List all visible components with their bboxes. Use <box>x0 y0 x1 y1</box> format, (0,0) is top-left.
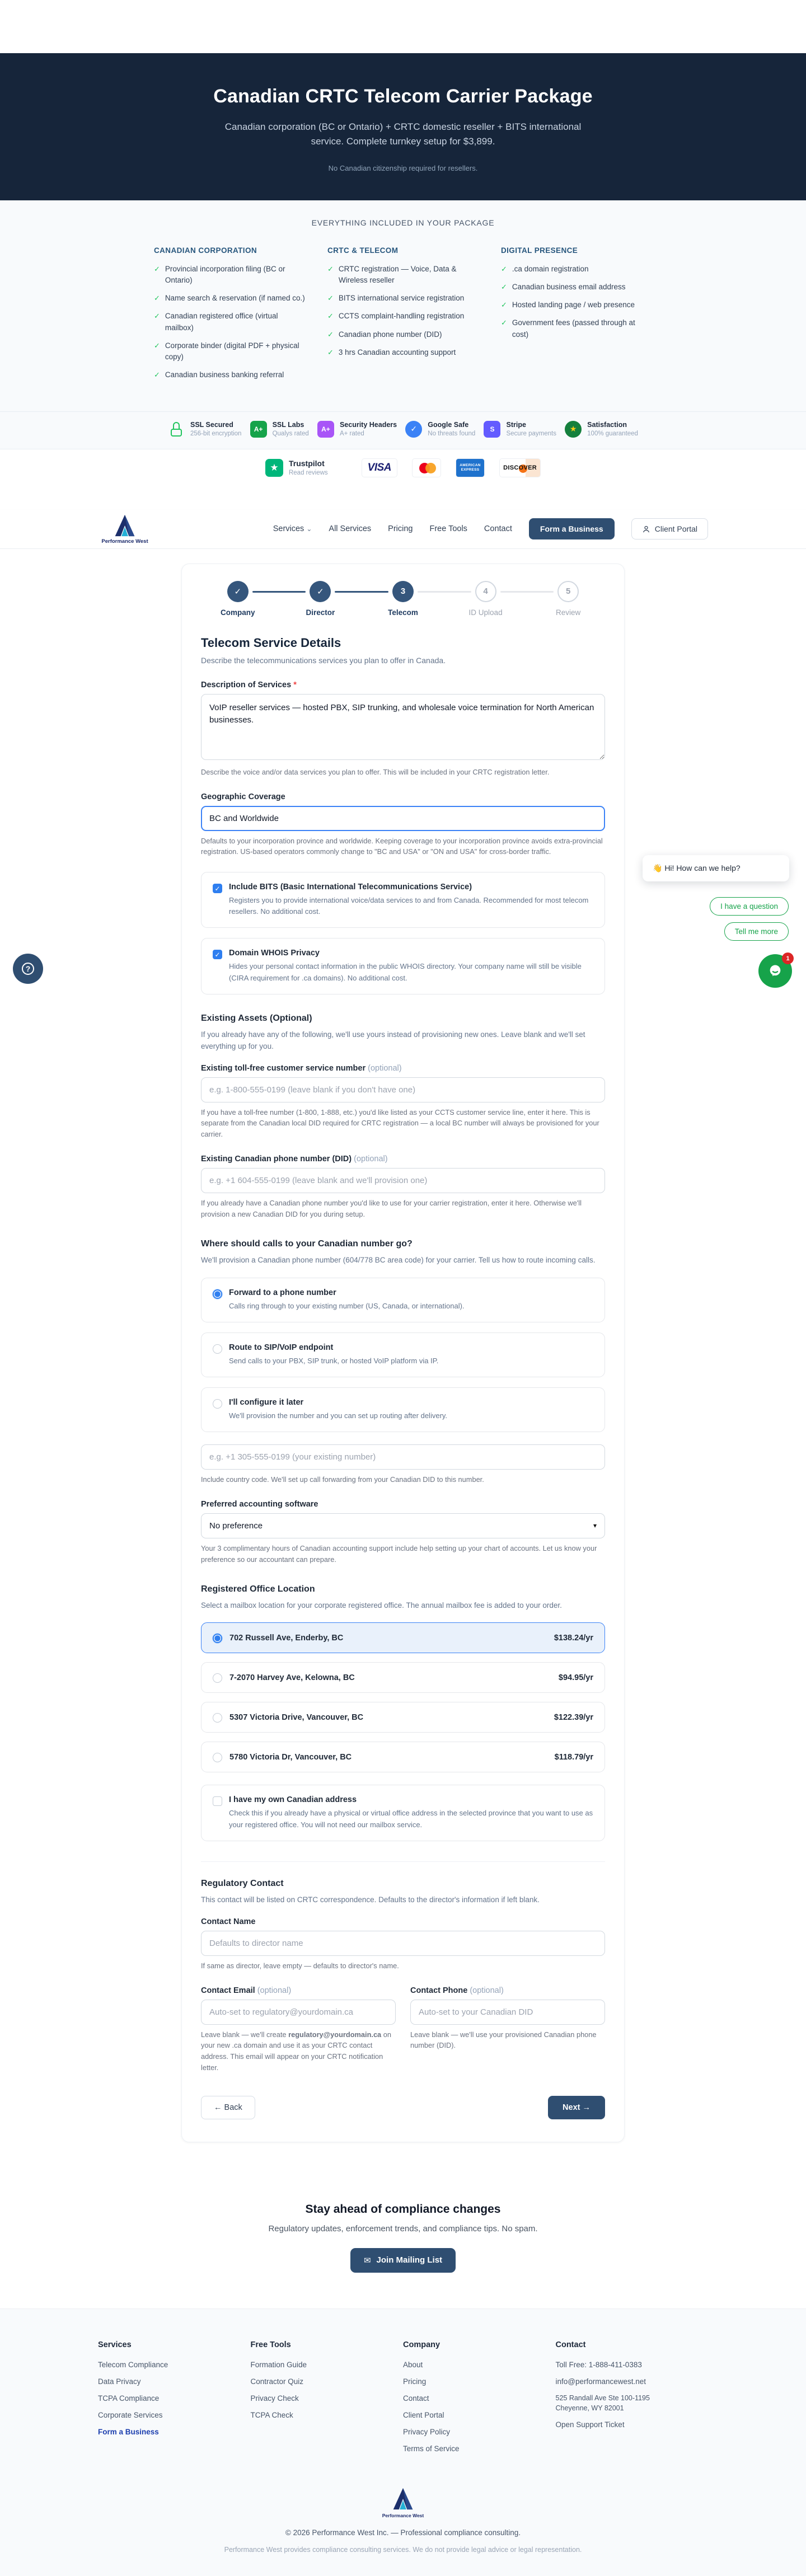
bits-checkbox[interactable]: ✓ <box>213 884 222 893</box>
badge-stripe: S Stripe Secure payments <box>484 421 556 438</box>
package-item: ✓ Corporate binder (digital PDF + physical copy) <box>154 340 305 363</box>
forward-number-input[interactable] <box>201 1444 605 1470</box>
field-helper: Your 3 complimentary hours of Canadian accounting support include help setting up your chart of accounts. Let us know your preference so our accountant can prepare. <box>201 1543 597 1564</box>
footer-link-contact[interactable]: Contact <box>403 2394 429 2403</box>
footer-services-column: Services Telecom Compliance Data Privacy TCPA Compliance Corporate Services Form a Business <box>98 2340 251 2461</box>
back-button[interactable]: ← Back <box>201 2096 255 2119</box>
field-helper: Leave blank — we'll use your provisioned Canadian phone number (DID). <box>410 2030 597 2050</box>
check-icon: ✓ <box>154 264 160 273</box>
column-title: DIGITAL PRESENCE <box>501 246 578 255</box>
office-option-kelowna[interactable]: 7-2070 Harvey Ave, Kelowna, BC $94.95/yr <box>201 1662 605 1693</box>
footer-brand-name: Performance West <box>382 2512 424 2518</box>
footer-link-telecom-compliance[interactable]: Telecom Compliance <box>98 2360 168 2369</box>
column-title: CRTC & TELECOM <box>327 246 399 255</box>
payments-row <box>0 449 806 487</box>
step-number: 3 <box>392 581 414 602</box>
hero-note: No Canadian citizenship required for resellers. <box>328 163 478 172</box>
trustpilot-star-icon: ★ <box>265 459 283 477</box>
footer-link-form-a-business[interactable]: Form a Business <box>98 2427 159 2436</box>
check-icon: ✓ <box>154 341 160 350</box>
footer-free-tools-column: Free Tools Formation Guide Contractor Quiz Privacy Check TCPA Check <box>251 2340 404 2461</box>
form-card: ✓ Company ✓ Director 3 Telecom 4 ID Upload 5 Review Telecom Service Details Describe the telecommunications services you plan to offer in Canada. Description of Services * VoIP reseller services — hosted PBX, SIP trunking, and wholesale voice termination for North American businesses. Describe the voice and/or data services you plan to offer. This will be included in your CRTC registration letter. Geographic Coverage BC and Worldwide Defaults to your incorporation province and worldwide. Keeping coverage to your incorporation province avoids extra-provincial registration. US-based operators commonly change to "BC and USA" or "ON and USA" for cross-border traffic. ✓ Include BITS (Basic International Telecommunications Service) Registers you to provide international voice/data services to and from Canada. Recommended for most telecom resellers. No additional cost. ✓ Domain WHOIS Privacy Hides your personal contact information in the public WHOIS directory. Your company name will still be visible (CIRA requirement for .ca domains). No additional cost. Existing Assets (Optional) If you already have any of the following, we'll use yours instead of provisioning new ones. Leave blank and we'll set everything up for you. Existing toll-free customer service number (optional) e.g. 1-800-555-0199 (leave blank if you don't have one) If you have a toll-free number (1-800, 1-888, etc.) you'd like listed as your CCTS customer service line, enter it here. This is separate from the Canadian local DID required for CRTC registration — a local BC number will always be provisioned for your carrier. Existing Canadian phone number (DID) (optional) e.g. +1 604-555-0199 (leave blank and we'll provision one) If you already have a Canadian phone number you'd like to use for your carrier registration, enter it here. Otherwise we'll provision a new Canadian DID for you during setup. Where should calls to your Canadian number go? We'll provision a Canadian phone number (604/778 BC area code) for your carrier. Tell us how to route incoming calls. Forward to a phone number Calls ring through to your existing number (US, Canada, or international). Route to SIP/VoIP endpoint Send calls to your PBX, SIP trunk, or hosted VoIP platform via IP. I'll configure it later We'll provision the number and you can set up routing after delivery. e.g. +1 305-555-0199 (your existing number) Include country code. We'll set up call forwarding from your Canadian DID to this number. Preferred accounting software No preference ▾ Your 3 complimentary hours of Canadian accounting support include help setting up your chart of accounts. Let us know your preference so our accountant can prepare. Registered Office Location Select a mailbox location for your corporate registered office. The annual mailbox fee is added to your order. 702 Russell Ave, Enderby, BC $138.24/yr 7-2070 Harvey Ave, Kelowna, BC $94.95/yr 5307 Victoria Drive, Vancouver, BC $122.39/yr 5780 Victoria Dr, Vancouver, BC $118.79/yr I have my own Canadian address Check this if you already have a physical or virtual office address in the selected province that you want to use as your registered office. You will not need our mailbox service. Regulatory Contact This contact will be listed on CRTC correspondence. Defaults to the director's information if left blank. Contact Name Defaults to director name If same as director, leave empty — defaults to director's name. Contact Email (optional) Auto-set to regulatory@yourdomain.ca Leave blank — we'll create regulatory@yourdomain.ca on your new .ca domain and use it as your CRTC contact address. This email will appear on your CRTC notification letter. Contact Phone (optional) Auto-set to your Canadian DID Leave blank — we'll use your provisioned Canadian phone number (DID). ← Back Next → <box>181 564 625 2142</box>
check-icon: ✓ <box>501 301 507 309</box>
radio-unselected[interactable] <box>213 1399 222 1409</box>
satisfaction-star-icon: ★ <box>565 421 582 438</box>
accounting-software-select[interactable]: No preference ▾ <box>201 1513 605 1538</box>
package-item: ✓ Government fees (passed through at cost) <box>501 317 652 340</box>
office-location-heading: Registered Office Location <box>201 1584 315 1594</box>
badge-satisfaction: ★ Satisfaction 100% guaranteed <box>565 421 638 438</box>
step-director[interactable]: ✓ Director <box>279 581 362 617</box>
whois-checkbox[interactable]: ✓ <box>213 950 222 959</box>
chat-greeting-bubble[interactable]: 👋 Hi! How can we help? <box>643 855 789 881</box>
field-helper: Describe the voice and/or data services you plan to offer. This will be included in your CRTC registration letter. <box>201 767 550 776</box>
stripe-icon: S <box>484 421 500 438</box>
badge-ssl-labs: A+ SSL Labs Qualys rated <box>250 421 309 438</box>
check-icon: ✓ <box>154 312 160 321</box>
footer-company-column: Company About Pricing Contact Client Portal Privacy Policy Terms of Service <box>403 2340 556 2461</box>
footer-support-ticket[interactable]: Open Support Ticket <box>555 2420 625 2429</box>
package-item: ✓ Canadian registered office (virtual mailbox) <box>154 311 305 334</box>
existing-did-input[interactable] <box>201 1168 605 1193</box>
top-whitespace <box>0 0 806 53</box>
mail-icon: ✉ <box>363 2255 371 2265</box>
required-mark: * <box>293 680 297 689</box>
package-column-digital <box>501 246 652 388</box>
next-button[interactable]: Next → <box>548 2096 605 2119</box>
footer-link-about[interactable]: About <box>403 2360 423 2369</box>
join-mailing-list-button[interactable]: ✉ Join Mailing List <box>350 2248 456 2273</box>
check-icon: ✓ <box>327 264 334 273</box>
package-column-corporation <box>154 246 305 388</box>
field-helper: If you already have a Canadian phone number you'd like to use for your carrier registration, enter it here. Otherwise we'll provision a new Canadian DID for you during setup. <box>201 1199 582 1218</box>
footer-disclaimer: Performance West provides compliance consulting services. We do not provide legal advice or legal representation. <box>224 2545 582 2554</box>
regulatory-contact-heading: Regulatory Contact <box>201 1878 284 1888</box>
own-address-card[interactable]: I have my own Canadian address Check this if you already have a physical or virtual office address in the selected province that you want to use as your registered office. You will not need our mailbox service. <box>201 1785 605 1841</box>
office-option-victoria-drive[interactable]: 5307 Victoria Drive, Vancouver, BC $122.39/yr <box>201 1702 605 1733</box>
badge-security-headers: A+ Security Headers A+ rated <box>317 421 397 438</box>
brand-name: Performance West <box>101 538 148 545</box>
package-item: ✓ Hosted landing page / web presence <box>501 299 652 311</box>
description-of-services-input[interactable] <box>201 694 605 760</box>
form-subtitle: Describe the telecommunications services you plan to offer in Canada. <box>201 655 446 665</box>
nav-pricing[interactable]: Pricing <box>388 524 413 534</box>
form-a-business-button[interactable]: Form a Business <box>529 518 615 539</box>
check-icon: ✓ <box>327 348 334 356</box>
radio-unselected[interactable] <box>213 1344 222 1354</box>
package-item: ✓ Provincial incorporation filing (BC or Ontario) <box>154 264 305 287</box>
bits-option-card[interactable]: ✓ Include BITS (Basic International Telecommunications Service) Registers you to provide international voice/data services to and from Canada. Recommended for most telecom resellers. No additional cost. <box>201 872 605 928</box>
footer-copyright: © 2026 Performance West Inc. — Professional compliance consulting. <box>285 2528 521 2537</box>
page-title: Canadian CRTC Telecom Carrier Package <box>213 86 593 107</box>
nav-all-services[interactable]: All Services <box>329 524 372 534</box>
radio-unselected[interactable] <box>213 1673 222 1683</box>
package-item: ✓ BITS international service registration <box>327 293 479 304</box>
package-item: ✓ .ca domain registration <box>501 264 652 275</box>
amex-icon: AMERICAN EXPRESS <box>456 458 485 477</box>
footer-link-tcpa-check[interactable]: TCPA Check <box>250 2410 293 2419</box>
check-icon: ✓ <box>501 318 507 327</box>
routing-option-sip[interactable]: Route to SIP/VoIP endpoint Send calls to your PBX, SIP trunk, or hosted VoIP platform via IP. <box>201 1332 605 1377</box>
mailing-list-section <box>0 2176 806 2308</box>
security-headers-icon: A+ <box>317 421 334 438</box>
main-content <box>0 549 806 2176</box>
package-item: ✓ 3 hrs Canadian accounting support <box>327 347 479 358</box>
check-icon: ✓ <box>501 264 507 273</box>
chat-quick-reply-question[interactable]: I have a question <box>710 897 789 916</box>
radio-unselected[interactable] <box>213 1713 222 1723</box>
main-navbar <box>0 510 806 549</box>
nav-services-menu[interactable]: Services ⌄ <box>273 524 312 534</box>
step-company[interactable]: ✓ Company <box>196 581 279 617</box>
contact-email-input[interactable] <box>201 2000 396 2025</box>
geographic-coverage-field: Geographic Coverage BC and Worldwide Defaults to your incorporation province and worldwide. Keeping coverage to your incorporation province avoids extra-provincial registration. US-based operators commonly change to "BC and USA" or "ON and USA" for cross-border traffic. <box>201 792 605 858</box>
hero-subtitle: Canadian corporation (BC or Ontario) + CRTC domestic reseller + BITS international service. Complete turnkey setup for $3,899. <box>224 121 582 147</box>
footer-email[interactable]: info@performancewest.net <box>555 2377 646 2386</box>
footer-link-contractor-quiz[interactable]: Contractor Quiz <box>250 2377 304 2386</box>
forward-number-field <box>201 1444 605 1485</box>
section-divider <box>201 1861 605 1862</box>
step-telecom[interactable]: 3 Telecom <box>362 581 444 617</box>
office-option-enderby[interactable]: 702 Russell Ave, Enderby, BC $138.24/yr <box>201 1622 605 1653</box>
footer-link-data-privacy[interactable]: Data Privacy <box>98 2377 141 2386</box>
whois-privacy-card[interactable]: ✓ Domain WHOIS Privacy Hides your personal contact information in the public WHOIS directory. Your company name will still be visible (CIRA requirement for .ca domains). No additional cost. <box>201 938 605 994</box>
question-mark-icon: ? <box>22 963 34 975</box>
nav-contact[interactable]: Contact <box>484 524 512 534</box>
check-icon: ✓ <box>154 294 160 303</box>
visa-icon: VISA <box>362 458 397 477</box>
brand-logo[interactable] <box>98 514 152 545</box>
footer-link-formation-guide[interactable]: Formation Guide <box>250 2360 307 2369</box>
lock-icon <box>171 422 182 437</box>
footer-logo-icon <box>390 2487 416 2511</box>
mailing-subtitle: Regulatory updates, enforcement trends, and compliance tips. No spam. <box>268 2223 538 2234</box>
package-section <box>0 200 806 412</box>
tollfree-input[interactable] <box>201 1077 605 1102</box>
description-of-services-field: Description of Services * VoIP reseller services — hosted PBX, SIP trunking, and wholesale voice termination for North American businesses. Describe the voice and/or data services you plan to offer. This will be included in your CRTC registration letter. <box>201 681 605 778</box>
existing-assets-heading: Existing Assets (Optional) <box>201 1013 312 1023</box>
check-icon: ✓ <box>327 330 334 339</box>
accounting-software-field: Preferred accounting software No preference ▾ Your 3 complimentary hours of Canadian accounting support include help setting up your chart of accounts. Let us know your preference so our accountant can prepare. <box>201 1500 605 1565</box>
check-icon: ✓ <box>327 294 334 303</box>
contact-phone-field: Contact Phone (optional) Auto-set to your Canadian DID Leave blank — we'll use your provisioned Canadian phone number (DID). <box>410 1986 605 2073</box>
footer-link-corporate-services[interactable]: Corporate Services <box>98 2410 163 2419</box>
field-helper: Defaults to your incorporation province and worldwide. Keeping coverage to your incorporation province avoids extra-provincial registration. US-based operators commonly change to "BC and USA" or "ON and USA" for cross-border traffic. <box>201 836 603 856</box>
step-check-icon: ✓ <box>227 581 249 602</box>
field-helper: If same as director, leave empty — defaults to director's name. <box>201 1961 399 1970</box>
ssl-labs-icon: A+ <box>250 421 267 438</box>
package-column-crtc <box>327 246 479 388</box>
tollfree-field: Existing toll-free customer service number (optional) e.g. 1-800-555-0199 (leave blank if you don't have one) If you have a toll-free number (1-800, 1-888, etc.) you'd like listed as your CCTS customer service line, enter it here. This is separate from the Canadian local DID required for CRTC registration — a local BC number will always be provisioned for your carrier. <box>201 1064 605 1140</box>
chat-quick-reply-tell-me-more[interactable]: Tell me more <box>724 922 789 941</box>
mastercard-icon <box>412 458 441 477</box>
routing-option-later[interactable]: I'll configure it later We'll provision the number and you can set up routing after delivery. <box>201 1387 605 1432</box>
form-title: Telecom Service Details <box>201 635 341 650</box>
page-footer <box>0 2308 806 2576</box>
geographic-coverage-input[interactable] <box>201 806 605 831</box>
footer-address-line1: 525 Randall Ave Ste 100-1195 <box>555 2394 650 2402</box>
client-portal-button[interactable]: Client Portal <box>631 518 708 539</box>
package-item: ✓ Canadian business email address <box>501 281 652 293</box>
footer-link-privacy-check[interactable]: Privacy Check <box>250 2394 299 2403</box>
footer-link-terms[interactable]: Terms of Service <box>403 2444 460 2453</box>
person-icon <box>642 525 650 533</box>
contact-phone-input[interactable] <box>410 2000 605 2025</box>
step-number: 5 <box>557 581 579 602</box>
select-chevron-icon: ▾ <box>593 1522 597 1530</box>
package-item: ✓ CRTC registration — Voice, Data & Wireless reseller <box>327 264 479 287</box>
package-item: ✓ Canadian business banking referral <box>154 369 305 381</box>
check-icon: ✓ <box>501 282 507 291</box>
step-number: 4 <box>475 581 496 602</box>
radio-selected[interactable] <box>213 1289 222 1299</box>
package-item: ✓ Name search & reservation (if named co.) <box>154 293 305 304</box>
google-safe-icon: ✓ <box>405 421 422 438</box>
office-option-victoria-dr[interactable]: 5780 Victoria Dr, Vancouver, BC $118.79/yr <box>201 1742 605 1772</box>
chat-launcher-button[interactable] <box>758 954 792 988</box>
routing-heading: Where should calls to your Canadian number go? <box>201 1238 413 1249</box>
package-heading: EVERYTHING INCLUDED IN YOUR PACKAGE <box>311 218 495 227</box>
footer-link-privacy-policy[interactable]: Privacy Policy <box>403 2427 451 2436</box>
package-item: ✓ CCTS complaint-handling registration <box>327 311 479 322</box>
own-address-checkbox[interactable] <box>213 1796 222 1806</box>
trust-badges-section <box>0 412 806 449</box>
field-helper: Leave blank — we'll create regulatory@yourdomain.ca on your new .ca domain and use it as your CRTC contact address. This email will appear on your CRTC notification letter. <box>201 2030 391 2072</box>
footer-tollfree: Toll Free: 1-888-411-0383 <box>555 2360 642 2369</box>
step-wizard <box>196 581 610 617</box>
step-review[interactable]: 5 Review <box>527 581 610 617</box>
check-icon: ✓ <box>327 312 334 321</box>
footer-contact-column: Contact Toll Free: 1-888-411-0383 info@performancewest.net 525 Randall Ave Ste 100-1195 Cheyenne, WY 82001 Open Support Ticket <box>556 2340 709 2461</box>
step-id-upload[interactable]: 4 ID Upload <box>444 581 527 617</box>
radio-selected[interactable] <box>213 1634 222 1643</box>
radio-unselected[interactable] <box>213 1753 222 1762</box>
chat-bubble-icon <box>767 963 783 979</box>
footer-link-tcpa-compliance[interactable]: TCPA Compliance <box>98 2394 160 2403</box>
footer-link-pricing[interactable]: Pricing <box>403 2377 427 2386</box>
footer-link-client-portal[interactable]: Client Portal <box>403 2410 444 2419</box>
hero-banner <box>0 53 806 200</box>
existing-did-field: Existing Canadian phone number (DID) (optional) e.g. +1 604-555-0199 (leave blank and we'll provision one) If you already have a Canadian phone number you'd like to use for your carrier registration, enter it here. Otherwise we'll provision a new Canadian DID for you during setup. <box>201 1155 605 1220</box>
check-icon: ✓ <box>154 370 160 379</box>
footer-address-line2: Cheyenne, WY 82001 <box>555 2404 624 2412</box>
chevron-down-icon: ⌄ <box>306 525 312 533</box>
routing-option-forward[interactable]: Forward to a phone number Calls ring through to your existing number (US, Canada, or international). <box>201 1278 605 1322</box>
column-title: CANADIAN CORPORATION <box>154 246 257 255</box>
help-button[interactable] <box>13 954 43 984</box>
mailing-title: Stay ahead of compliance changes <box>305 2202 501 2216</box>
nav-free-tools[interactable]: Free Tools <box>429 524 467 534</box>
field-helper: Include country code. We'll set up call forwarding from your Canadian DID to this number. <box>201 1475 484 1484</box>
package-item: ✓ Canadian phone number (DID) <box>327 329 479 340</box>
step-check-icon: ✓ <box>310 581 331 602</box>
trustpilot-badge[interactable]: ★ Trustpilot Read reviews <box>265 459 328 477</box>
chat-unread-badge: 1 <box>782 952 794 964</box>
contact-name-field: Contact Name Defaults to director name If same as director, leave empty — defaults to director's name. <box>201 1917 605 1972</box>
contact-name-input[interactable] <box>201 1931 605 1956</box>
badge-google-safe: ✓ Google Safe No threats found <box>405 421 475 438</box>
badge-ssl-secured: SSL Secured 256-bit encryption <box>168 421 241 438</box>
field-helper: If you have a toll-free number (1-800, 1-888, etc.) you'd like listed as your CCTS customer service line, enter it here. This is separate from the Canadian local DID required for CRTC registration — a local BC number will always be provisioned for your carrier. <box>201 1108 599 1139</box>
contact-email-field: Contact Email (optional) Auto-set to regulatory@yourdomain.ca Leave blank — we'll create regulatory@yourdomain.ca on your new .ca domain and use it as your CRTC contact address. This email will appear on your CRTC notification letter. <box>201 1986 396 2073</box>
logo-mountain-icon <box>112 514 138 537</box>
discover-icon: DISCOVER <box>499 458 541 477</box>
